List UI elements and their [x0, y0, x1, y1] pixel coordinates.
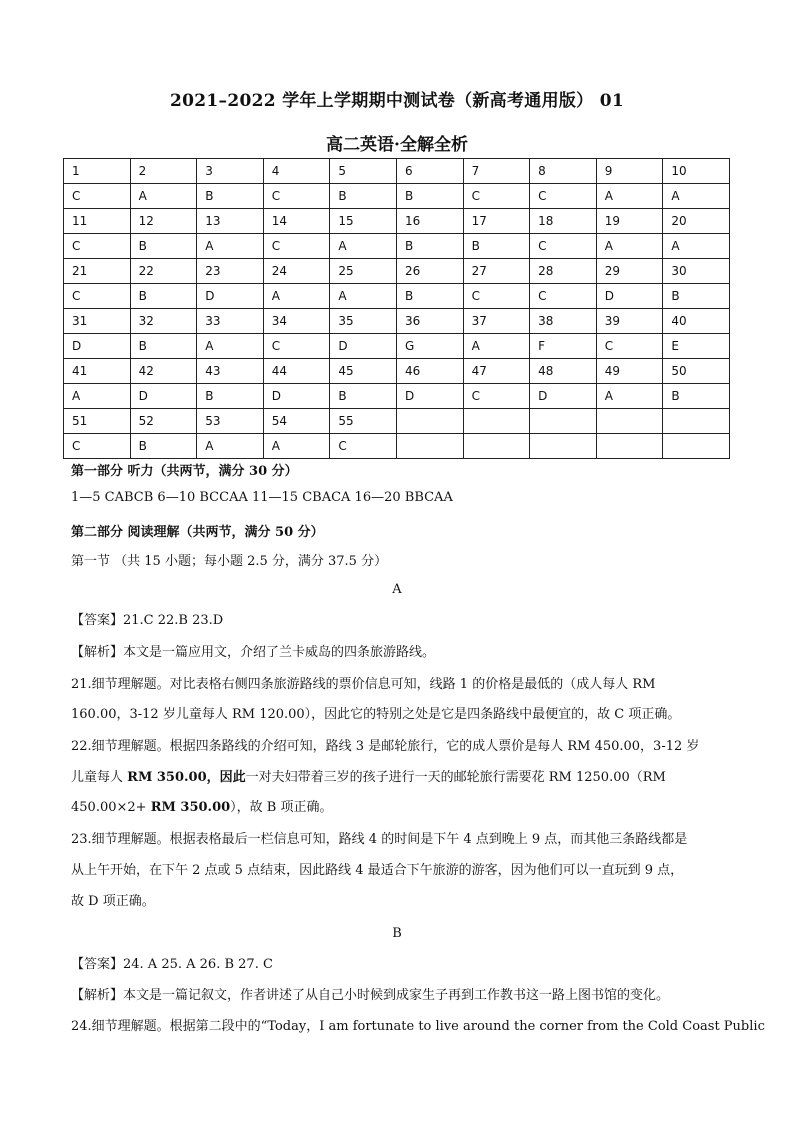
answer-cell: D — [197, 284, 264, 309]
answer-cell: A — [596, 384, 663, 409]
answer-cell: B — [663, 284, 730, 309]
question-number-cell: 12 — [130, 209, 197, 234]
question-number-cell: 46 — [396, 359, 463, 384]
question-number-cell: 27 — [463, 259, 530, 284]
answer-cell: A — [330, 284, 397, 309]
q22-line3-c: ），故 B 项正确。 — [230, 800, 333, 815]
q22-line2-b: RM 350.00，因此 — [127, 770, 246, 785]
q21-line1: 21.细节理解题。对比表格右侧四条旅游路线的票价信息可知，线路 1 的价格是最低的（成人每人 RM — [71, 677, 656, 692]
question-number-cell: 24 — [263, 259, 330, 284]
q22-line1: 22.细节理解题。根据四条路线的介绍可知，路线 3 是邮轮旅行，它的成人票价是每人 RM 450.00，3-12 岁 — [71, 739, 700, 754]
answer-cell: B — [396, 234, 463, 259]
answer-row — [64, 334, 730, 359]
answer-cell: B — [130, 234, 197, 259]
question-number-cell: 1 — [64, 159, 131, 184]
question-number-cell: 22 — [130, 259, 197, 284]
question-number-cell: 15 — [330, 209, 397, 234]
question-number-cell: 5 — [330, 159, 397, 184]
answer-cell — [663, 434, 730, 459]
answer-cell: B — [330, 184, 397, 209]
answer-cell: D — [130, 384, 197, 409]
answer-cell: C — [64, 434, 131, 459]
answer-cell — [396, 434, 463, 459]
listening-answers: 1—5 CABCB 6—10 BCCAA 11—15 CBACA 16—20 BBCAA — [71, 490, 453, 505]
answer-cell: C — [530, 184, 597, 209]
answer-cell: C — [463, 284, 530, 309]
question-number-cell: 30 — [663, 259, 730, 284]
question-number-cell — [596, 409, 663, 434]
page-subtitle: 高二英语·全解全析 — [326, 135, 468, 155]
question-number-cell: 52 — [130, 409, 197, 434]
answer-cell: D — [64, 334, 131, 359]
question-number-cell: 41 — [64, 359, 131, 384]
question-number-cell: 10 — [663, 159, 730, 184]
question-number-cell: 17 — [463, 209, 530, 234]
answer-cell: C — [463, 384, 530, 409]
question-number-row — [64, 259, 730, 284]
answer-cell: B — [396, 184, 463, 209]
q22-line3-b: RM 350.00 — [150, 800, 231, 815]
question-number-cell: 47 — [463, 359, 530, 384]
answer-cell — [596, 434, 663, 459]
answer-cell: B — [130, 334, 197, 359]
answer-cell: A — [663, 234, 730, 259]
answer-cell: C — [64, 184, 131, 209]
passage-a-analysis: 【解析】本文是一篇应用文，介绍了兰卡威岛的四条旅游路线。 — [71, 645, 436, 660]
page-title: 2021–2022 学年上学期期中测试卷（新高考通用版） 01 — [170, 91, 624, 111]
q22-line3-a: 450.00×2+ — [71, 800, 151, 815]
answer-cell: B — [197, 184, 264, 209]
question-number-cell: 49 — [596, 359, 663, 384]
question-number-cell: 34 — [263, 309, 330, 334]
question-number-cell — [530, 409, 597, 434]
question-number-cell: 33 — [197, 309, 264, 334]
answer-cell: B — [130, 434, 197, 459]
question-number-cell: 45 — [330, 359, 397, 384]
answer-cell: A — [263, 284, 330, 309]
question-number-cell: 36 — [396, 309, 463, 334]
answer-row — [64, 234, 730, 259]
question-number-cell: 43 — [197, 359, 264, 384]
question-number-cell: 19 — [596, 209, 663, 234]
answer-row — [64, 434, 730, 459]
question-number-cell: 2 — [130, 159, 197, 184]
passage-b-label: B — [392, 926, 402, 941]
answer-cell: A — [64, 384, 131, 409]
passage-a-label: A — [392, 582, 402, 597]
q22-line2 — [71, 769, 723, 787]
answer-cell: D — [396, 384, 463, 409]
answer-cell: A — [663, 184, 730, 209]
question-number-cell — [396, 409, 463, 434]
q23-line1: 23.细节理解题。根据表格最后一栏信息可知，路线 4 的时间是下午 4 点到晚上 9 点，而其他三条路线都是 — [71, 832, 688, 847]
question-number-cell: 20 — [663, 209, 730, 234]
question-number-cell: 23 — [197, 259, 264, 284]
question-number-cell: 53 — [197, 409, 264, 434]
answer-cell: D — [330, 334, 397, 359]
q21-line2: 160.00，3-12 岁儿童每人 RM 120.00），因此它的特别之处是它是四条路线中最便宜的，故 C 项正确。 — [71, 707, 681, 722]
question-number-row — [64, 209, 730, 234]
section2-heading: 第二部分 阅读理解（共两节，满分 50 分） — [71, 525, 324, 540]
question-number-cell: 38 — [530, 309, 597, 334]
question-number-cell: 39 — [596, 309, 663, 334]
question-number-cell: 50 — [663, 359, 730, 384]
question-number-cell: 16 — [396, 209, 463, 234]
answer-cell: C — [263, 184, 330, 209]
answer-cell: C — [64, 234, 131, 259]
answer-cell: D — [596, 284, 663, 309]
answer-row — [64, 184, 730, 209]
question-number-cell: 29 — [596, 259, 663, 284]
answer-cell: C — [530, 234, 597, 259]
passage-a-answer: 【答案】21.C 22.B 23.D — [71, 613, 224, 628]
section2-part1: 第一节 （共 15 小题；每小题 2.5 分，满分 37.5 分） — [71, 554, 388, 569]
answer-cell: A — [330, 234, 397, 259]
answer-cell: B — [396, 284, 463, 309]
question-number-cell: 7 — [463, 159, 530, 184]
question-number-row — [64, 159, 730, 184]
answer-cell: C — [64, 284, 131, 309]
question-number-cell: 55 — [330, 409, 397, 434]
answer-cell: A — [197, 234, 264, 259]
question-number-cell: 35 — [330, 309, 397, 334]
answer-cell: B — [463, 234, 530, 259]
q22-line2-c: 一对夫妇带着三岁的孩子进行一天的邮轮旅行需要花 RM 1250.00（RM — [245, 770, 666, 785]
answer-cell: F — [530, 334, 597, 359]
q23-line2: 从上午开始，在下午 2 点或 5 点结束，因此路线 4 最适合下午旅游的游客，因为他们可以一直玩到 9 点， — [71, 863, 684, 878]
answer-cell: A — [596, 234, 663, 259]
question-number-cell: 4 — [263, 159, 330, 184]
q22-line2-a: 儿童每人 — [71, 770, 128, 785]
question-number-row — [64, 309, 730, 334]
answer-cell: C — [263, 234, 330, 259]
question-number-cell: 54 — [263, 409, 330, 434]
question-number-cell: 9 — [596, 159, 663, 184]
question-number-row — [64, 409, 730, 434]
question-number-cell — [663, 409, 730, 434]
question-number-row — [64, 359, 730, 384]
answer-cell — [530, 434, 597, 459]
question-number-cell: 25 — [330, 259, 397, 284]
question-number-cell: 48 — [530, 359, 597, 384]
question-number-cell — [463, 409, 530, 434]
answer-cell: B — [130, 284, 197, 309]
answer-key-table — [63, 158, 730, 459]
answer-cell: E — [663, 334, 730, 359]
question-number-cell: 32 — [130, 309, 197, 334]
question-number-cell: 6 — [396, 159, 463, 184]
passage-b-answer: 【答案】24. A 25. A 26. B 27. C — [71, 957, 273, 972]
answer-cell: A — [463, 334, 530, 359]
question-number-cell: 13 — [197, 209, 264, 234]
q23-line3: 故 D 项正确。 — [71, 894, 155, 909]
answer-cell: G — [396, 334, 463, 359]
answer-cell: C — [330, 434, 397, 459]
answer-cell: D — [263, 384, 330, 409]
answer-cell: C — [596, 334, 663, 359]
answer-cell: A — [596, 184, 663, 209]
question-number-cell: 11 — [64, 209, 131, 234]
question-number-cell: 51 — [64, 409, 131, 434]
answer-cell: C — [463, 184, 530, 209]
answer-cell: C — [263, 334, 330, 359]
question-number-cell: 26 — [396, 259, 463, 284]
answer-cell: A — [197, 334, 264, 359]
answer-cell: D — [530, 384, 597, 409]
q22-line3 — [71, 799, 723, 817]
question-number-cell: 8 — [530, 159, 597, 184]
answer-cell: B — [663, 384, 730, 409]
section1-heading: 第一部分 听力（共两节，满分 30 分） — [71, 464, 298, 479]
answer-cell: A — [197, 434, 264, 459]
answer-row — [64, 384, 730, 409]
question-number-cell: 14 — [263, 209, 330, 234]
answer-row — [64, 284, 730, 309]
answer-cell: B — [330, 384, 397, 409]
q24-line1: 24.细节理解题。根据第二段中的“Today，I am fortunate to live around the corner from the Cold Coast Public — [71, 1019, 765, 1034]
question-number-cell: 44 — [263, 359, 330, 384]
answer-cell: A — [263, 434, 330, 459]
answer-cell: A — [130, 184, 197, 209]
question-number-cell: 21 — [64, 259, 131, 284]
question-number-cell: 40 — [663, 309, 730, 334]
question-number-cell: 42 — [130, 359, 197, 384]
question-number-cell: 31 — [64, 309, 131, 334]
answer-cell: C — [530, 284, 597, 309]
answer-cell — [463, 434, 530, 459]
passage-b-analysis: 【解析】本文是一篇记叙文，作者讲述了从自己小时候到成家生子再到工作教书这一路上图书馆的变化。 — [71, 988, 670, 1003]
question-number-cell: 28 — [530, 259, 597, 284]
question-number-cell: 18 — [530, 209, 597, 234]
answer-cell: B — [197, 384, 264, 409]
question-number-cell: 37 — [463, 309, 530, 334]
question-number-cell: 3 — [197, 159, 264, 184]
